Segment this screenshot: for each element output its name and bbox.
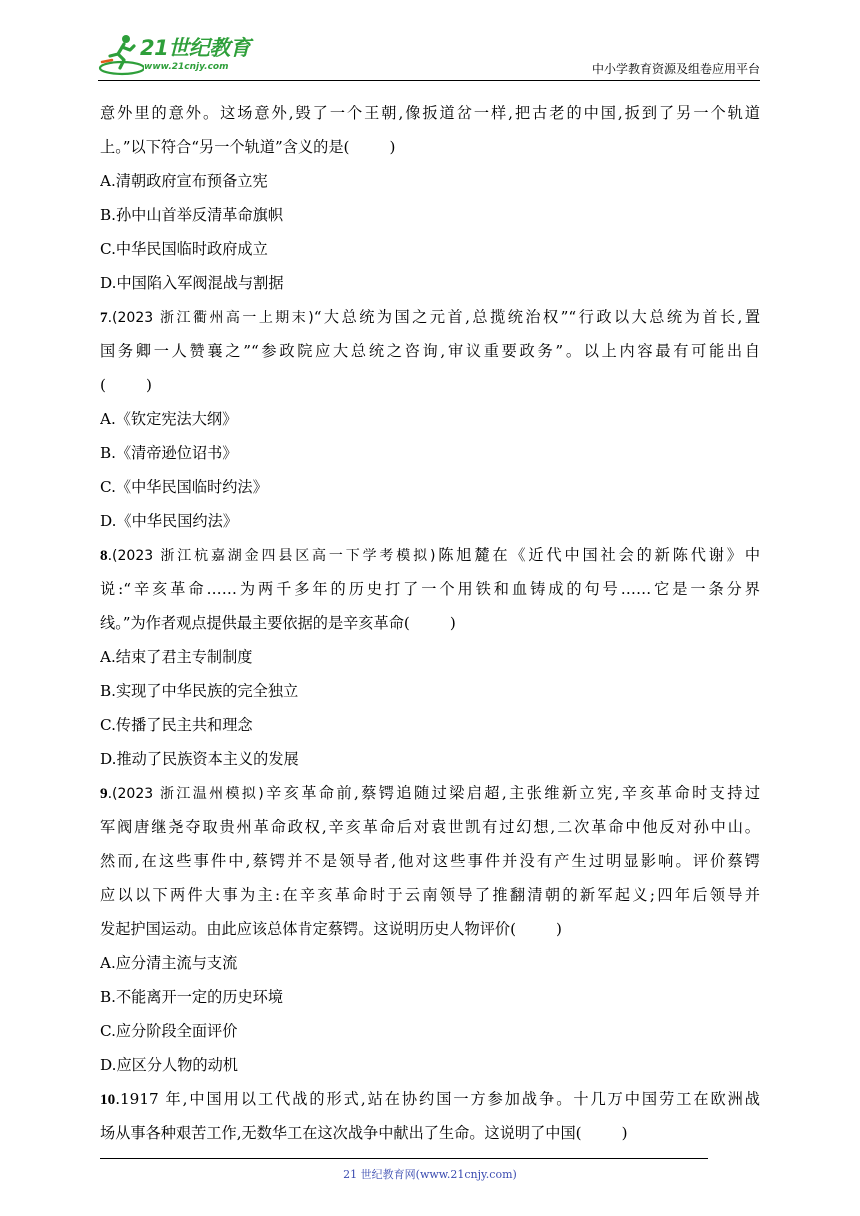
question-7 — [100, 300, 760, 538]
footer-divider — [100, 1158, 708, 1159]
question-stem: “大总统为国之元首,总揽统治权”“行政以大总统为首长,置 — [313, 308, 760, 326]
page-header — [98, 28, 760, 80]
runner-logo-icon — [98, 32, 144, 76]
question-text: 说:“辛亥革命……为两千多年的历史打了一个用铁和血铸成的句号……它是一条分界 — [100, 580, 760, 598]
question-text — [100, 1082, 760, 1116]
logo-text: 21世纪教育 — [140, 36, 251, 60]
answer-paren-open: ( — [100, 376, 106, 394]
question-stem: 辛亥革命前,蔡锷追随过梁启超,主张维新立宪,辛亥革命时支持过 — [263, 784, 760, 802]
logo-url: www.21cnjy.com — [144, 62, 229, 72]
page-footer: 21 世纪教育网(www.21cnjy.com) — [343, 1168, 517, 1181]
question-text: 意外里的意外。这场意外,毁了一个王朝,像扳道岔一样,把古老的中国,扳到了另一个轨道 — [100, 104, 760, 122]
question-stem: 上。”以下符合“另一个轨道”含义的是( — [100, 138, 350, 156]
question-stem: 陈旭麓在《近代中国社会的新陈代谢》中 — [435, 546, 760, 564]
question-source: .(2023 浙江杭嘉湖金四县区高一下学考模拟) — [107, 548, 436, 564]
option-b: B.实现了中华民族的完全独立 — [100, 682, 299, 700]
option-a: A.应分清主流与支流 — [100, 954, 238, 972]
question-8 — [100, 538, 760, 776]
question-6 — [100, 96, 760, 300]
option-c: C.应分阶段全面评价 — [100, 1022, 238, 1040]
question-text: 军阀唐继尧夺取贵州革命政权,辛亥革命后对袁世凯有过幻想,二次革命中他反对孙中山。 — [100, 818, 760, 836]
question-9 — [100, 776, 760, 1082]
option-a: A.《钦定宪法大纲》 — [100, 410, 238, 428]
option-c: C.《中华民国临时约法》 — [100, 478, 268, 496]
question-text — [100, 300, 760, 334]
option-b: B.《清帝逊位诏书》 — [100, 444, 238, 462]
option-a: A.清朝政府宣布预备立宪 — [100, 172, 268, 190]
option-d: D.《中华民国约法》 — [100, 512, 238, 530]
question-stem: .1917 年,中国用以工代战的形式,站在协约国一方参加战争。十几万中国劳工在欧洲战 — [115, 1090, 760, 1108]
question-source: .(2023 浙江衢州高一上期末) — [107, 310, 314, 326]
answer-paren-close: ) — [449, 614, 456, 632]
question-text: 国务卿一人赞襄之”“参政院应大总统之咨询,审议重要政务”。以上内容最有可能出自 — [100, 342, 760, 360]
header-divider — [98, 80, 760, 81]
option-a: A.结束了君主专制制度 — [100, 648, 253, 666]
question-text: 然而,在这些事件中,蔡锷并不是领导者,他对这些事件并没有产生过明显影响。评价蔡锷 — [100, 852, 760, 870]
question-text — [100, 368, 760, 402]
question-stem: 发起护国运动。由此应该总体肯定蔡锷。这说明历史人物评价( — [100, 920, 516, 938]
question-number: 9 — [100, 785, 108, 802]
question-text — [100, 538, 760, 572]
option-c: C.传播了民主共和理念 — [100, 716, 253, 734]
question-text — [100, 130, 760, 164]
question-text — [100, 606, 760, 640]
option-c: C.中华民国临时政府成立 — [100, 240, 268, 258]
answer-paren-close: ) — [621, 1124, 628, 1142]
answer-paren-close: ) — [556, 920, 562, 938]
option-b: B.不能离开一定的历史环境 — [100, 988, 284, 1006]
question-text — [100, 776, 760, 810]
question-number: 8 — [100, 547, 108, 564]
option-d: D.中国陷入军阀混战与割据 — [100, 274, 284, 292]
answer-paren-close: ) — [389, 138, 396, 156]
site-logo — [98, 32, 268, 76]
option-d: D.推动了民族资本主义的发展 — [100, 750, 299, 768]
question-10 — [100, 1082, 760, 1150]
question-number: 7 — [100, 309, 108, 326]
question-number: 10 — [100, 1091, 116, 1108]
option-d: D.应区分人物的动机 — [100, 1056, 238, 1074]
question-text — [100, 1116, 760, 1150]
question-stem: 场从事各种艰苦工作,无数华工在这次战争中献出了生命。这说明了中国( — [100, 1124, 582, 1142]
question-source: .(2023 浙江温州模拟) — [107, 786, 264, 802]
question-content — [100, 96, 760, 1150]
platform-name: 中小学教育资源及组卷应用平台 — [591, 62, 760, 76]
question-text: 应以以下两件大事为主:在辛亥革命时于云南领导了推翻清朝的新军起义;四年后领导并 — [100, 886, 760, 904]
option-b: B.孙中山首举反清革命旗帜 — [100, 206, 284, 224]
answer-paren-close: ) — [145, 376, 152, 394]
question-text — [100, 912, 760, 946]
question-stem: 线。”为作者观点提供最主要依据的是辛亥革命( — [100, 614, 410, 632]
